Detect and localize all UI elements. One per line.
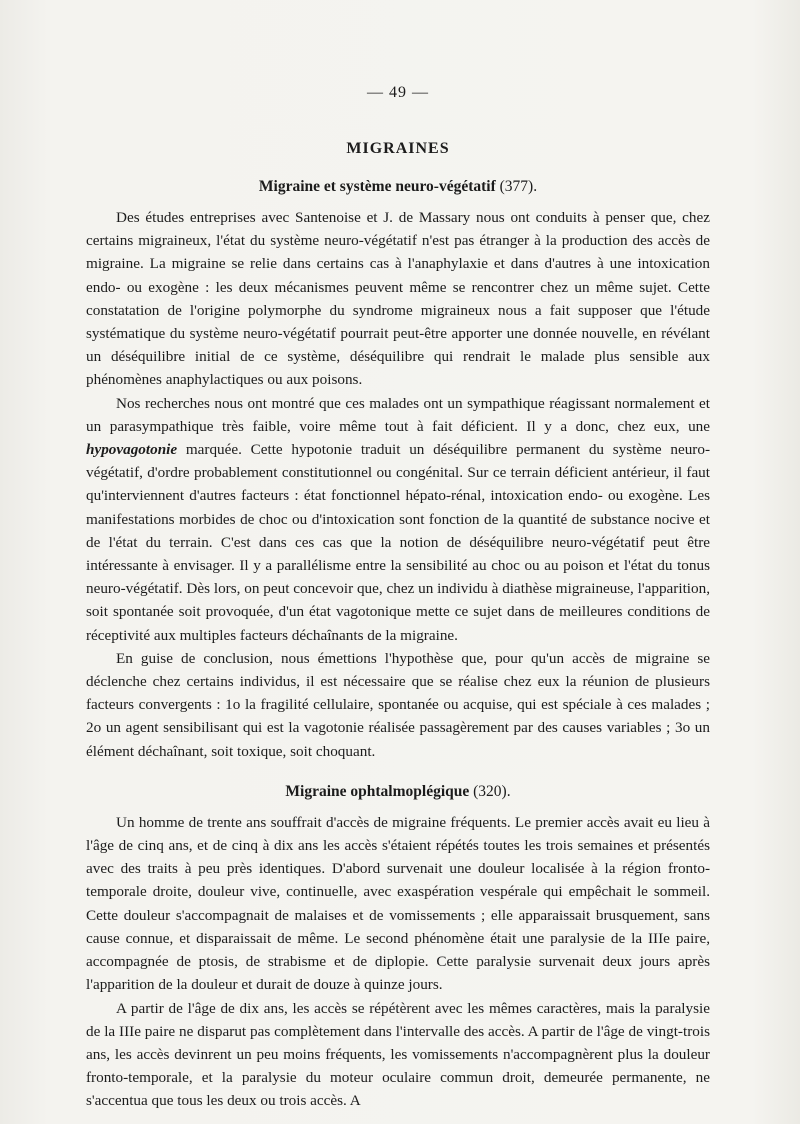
paragraph-2-text-a: Nos recherches nous ont montré que ces malades ont un sympathique réagissant normalement et un parasympathique très faible, voire même tout à fait déficient. Il y a donc, chez eux, une bbox=[86, 394, 710, 435]
paragraph-4: Un homme de trente ans souffrait d'accès de migraine fréquents. Le premier accès avait eu lieu à l'âge de cinq ans, et de cinq à dix ans les accès s'étaient répétés toutes les trois semaines et présentés avec des traits à peu près identiques. D'abord survenait une douleur localisée à la région fronto-temporale droite, douleur vive, continuelle, avec exaspération vespérale qui empêchait le sommeil. Cette douleur s'accompagnait de malaises et de vomissements ; elle apparaissait brusquement, sans cause connue, et disparaissait de même. Le second phénomène était une paralysie de la IIIe paire, accompagnée de ptosis, de strabisme et de diplopie. Cette paralysie survenait deux jours après l'apparition de la douleur et durait de douze à quinze jours. bbox=[86, 813, 710, 994]
subsection-1-heading bbox=[86, 178, 710, 196]
paragraph-2-text-b: marquée. Cette hypotonie traduit un déséquilibre permanent du système neuro-végétatif, d'ordre probablement constitutionnel ou congénital. Sur ce terrain déficient antérieur, il faut qu'interviennent d'autres facteurs : état fonctionnel hépato-rénal, intoxication endo- ou exogène. Les manifestations morbides de choc ou d'intoxication sont fonction de la quantité de substance nocive et de l'état du terrain. C'est dans ces cas que la notion de déséquilibre neuro-végétatif peut être intéressante à envisager. Il y a parallélisme entre la sensibilité au choc ou au poison et l'état du tonus neuro-végétatif. Dès lors, on peut concevoir que, chez un individu à diathèse migraineuse, l'apparition, soit spontanée soit provoquée, d'un état vagotonique mette ce sujet dans de meilleures conditions de réceptivité aux multiples facteurs déchaînants de la migraine. bbox=[86, 441, 710, 644]
page-number: — 49 — bbox=[367, 84, 429, 101]
paragraph-3: En guise de conclusion, nous émettions l'hypothèse que, pour qu'un accès de migraine se déclenche chez certains individus, il est nécessaire que se réalise chez eux la réunion de plusieurs facteurs convergents : 1o la fragilité cellulaire, spontanée ou acquise, qui est spéciale à ces malades ; 2o un agent sensibilisant qui est la vagotonie réalisée passagèrement par des causes variables ; 3o un élément déchaînant, soit toxique, soit choquant. bbox=[86, 649, 710, 760]
paragraph-5: A partir de l'âge de dix ans, les accès se répétèrent avec les mêmes caractères, mais la paralysie de la IIIe paire ne disparut pas complètement dans l'intervalle des accès. A partir de l'âge de vingt-trois ans, les accès devinrent un peu moins fréquents, les vomissements n'accompagnèrent plus la douleur fronto-temporale, et la paralysie du moteur oculaire commun droit, demeurée permanente, ne s'accentua que tous les deux ou trois accès. A bbox=[86, 999, 710, 1110]
section-title: MIGRAINES bbox=[346, 140, 450, 157]
subsection-2-title: Migraine ophtalmoplégique bbox=[285, 782, 470, 800]
paragraph-2-emphasis: hypovagotonie bbox=[86, 441, 178, 459]
subsection-2-ref: (320). bbox=[469, 782, 511, 800]
subsection-1-title: Migraine et système neuro-végétatif bbox=[258, 178, 496, 195]
paragraph-1: Des études entreprises avec Santenoise et J. de Massary nous ont conduits à penser que, chez certains migraineux, l'état du système neuro-végétatif n'est pas étranger à la production des accès de migraine. La migraine se relie dans certains cas à l'anaphylaxie et dans d'autres à une intoxication endo- ou exogène : les deux mécanismes peuvent même se rencontrer chez un même sujet. Cette constatation de l'origine polymorphe du syndrome migraineux nous a fait supposer que l'étude systématique du système neuro-végétatif pourrait peut-être apporter une donnée nouvelle, en révélant un déséquilibre initial de ce système, déséquilibre qui rendrait le malade plus sensible aux phénomènes anaphylactiques ou aux poisons. bbox=[86, 209, 710, 389]
subsection-1-ref: (377). bbox=[495, 178, 538, 195]
subsection-2-heading bbox=[86, 783, 710, 801]
paragraph-2 bbox=[86, 392, 710, 647]
page-content bbox=[86, 84, 710, 1113]
